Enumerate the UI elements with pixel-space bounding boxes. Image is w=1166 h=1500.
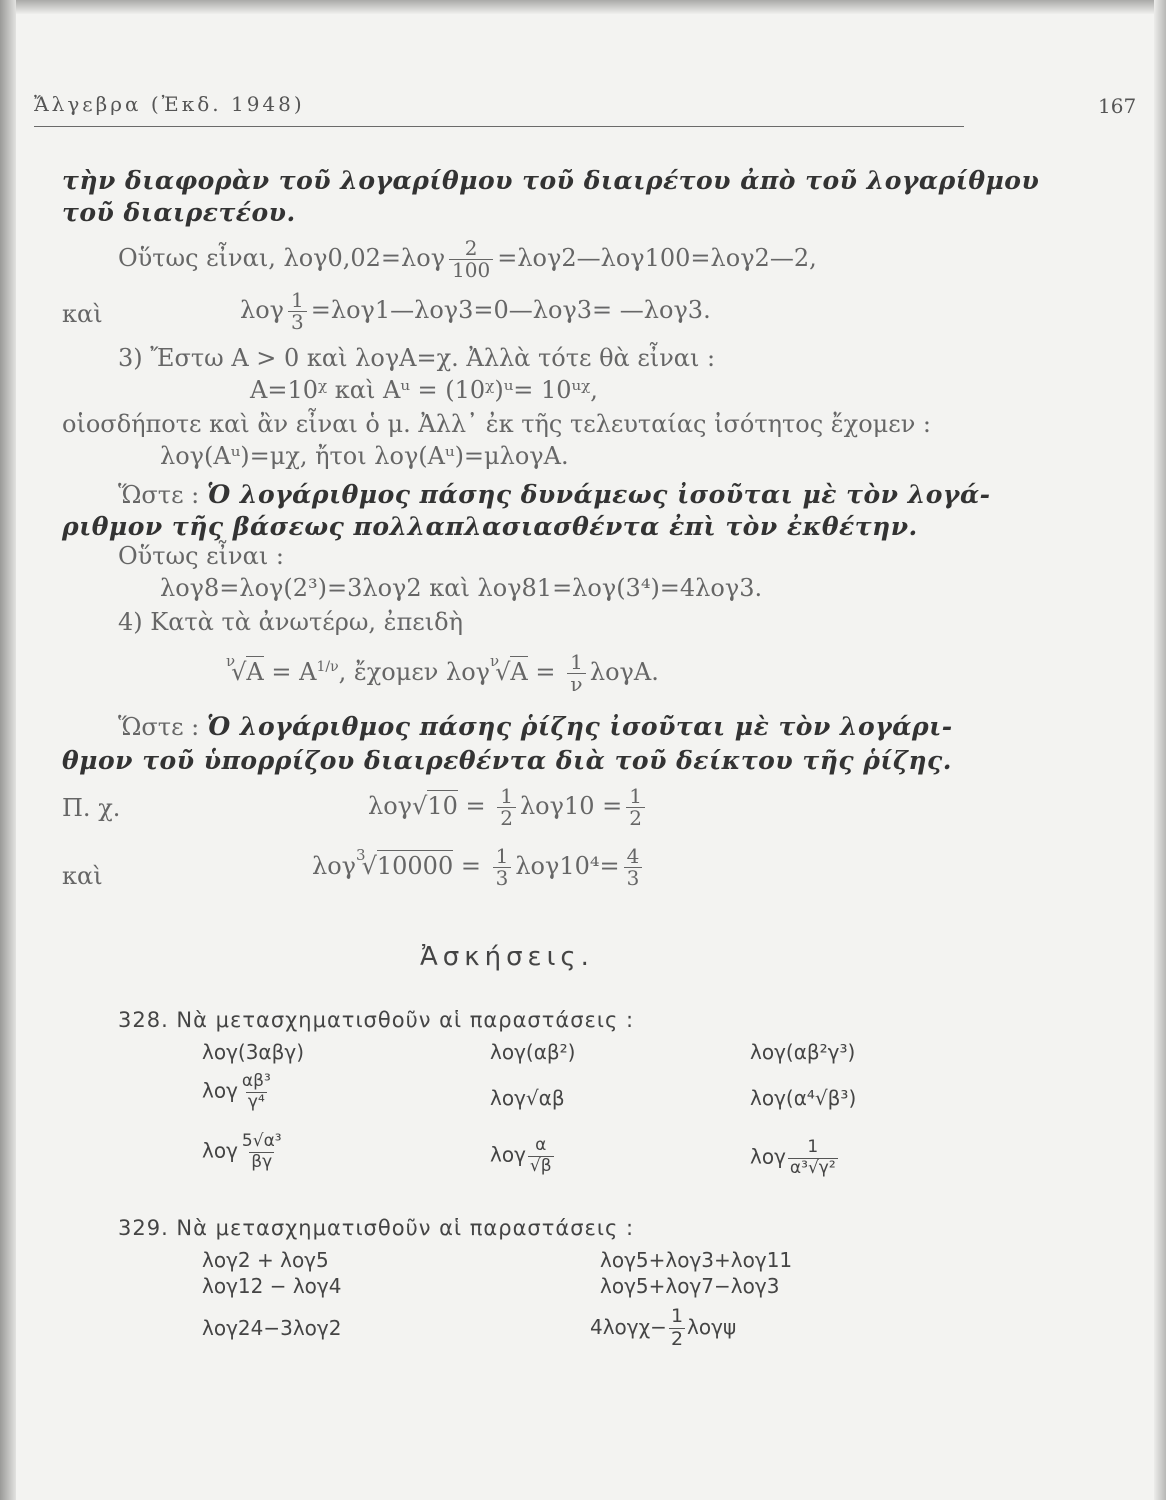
exercise-item: λογ12 − λογ4 — [202, 1274, 342, 1298]
kai-label: καὶ — [62, 300, 103, 328]
exercise-item: λογ5+λογ3+λογ11 — [600, 1248, 793, 1272]
example-equation: λογ $\frac{1}{3}$ =λογ1—λογ3=0—λογ3= —λογ3. — [240, 288, 711, 334]
exercise-item: λογ $\frac{\text{5√α³}}{\beta\gamma}$ — [202, 1131, 282, 1172]
running-header-title: Ἄλγεβρα (Ἐκδ. 1948) — [34, 92, 305, 116]
page-edge-top — [0, 0, 1166, 14]
text-line: 3) Ἔστω Α > 0 καὶ λογΑ=χ. Ἀλλὰ τότε θὰ εἶναι : — [118, 344, 716, 372]
equation: Α=10ᵡ καὶ Αᵘ = (10ᵡ)ᵘ= 10ᵘᵡ, — [250, 376, 598, 404]
text-line: τὴν διαφορὰν τοῦ λογαρίθμου τοῦ διαιρέτου ἀπὸ τοῦ λογαρίθμου — [62, 166, 1040, 195]
example-equation: λογ$^3$√10000 = $\frac{1}{3}$ λογ10⁴= $\frac{4}{3}$ — [312, 846, 646, 889]
exercise-item: λογ2 + λογ5 — [202, 1248, 329, 1272]
text-line: 4) Κατὰ τὰ ἀνωτέρω, ἐπειδὴ — [118, 608, 463, 636]
exercise-item: λογ(α⁴√β³) — [750, 1086, 857, 1110]
header-rule — [34, 126, 964, 127]
equation: λογ8=λογ(2³)=3λογ2 καὶ λογ81=λογ(3⁴)=4λογ3. — [160, 574, 763, 602]
rule-statement: θμον τοῦ ὑπορρίζου διαιρεθέντα διὰ τοῦ δείκτου τῆς ῥίζης. — [62, 746, 952, 775]
example-equation: Οὕτως εἶναι, λογ0,02=λογ $\frac{2}{100}$ =λογ2—λογ100=λογ2—2, — [118, 236, 817, 282]
page-edge-left — [0, 0, 16, 1500]
example-label: Π. χ. — [62, 794, 121, 822]
exercise-item: λογ(αβ²γ³) — [750, 1040, 856, 1064]
page-number: 167 — [1098, 94, 1137, 118]
exercises-heading: Ἀσκήσεις. — [420, 942, 594, 972]
equation: λογ(Αᵘ)=μχ, ἤτοι λογ(Αᵘ)=μλογΑ. — [160, 442, 569, 470]
exercise-item: λογ5+λογ7−λογ3 — [600, 1274, 780, 1298]
exercise-item: λογ $\frac{\text{αβ³}}{\text{γ⁴}}$ — [202, 1071, 271, 1112]
root-equation: $^\nu√A = A^{1/\nu}$, ἔχομεν λογ$^\nu$√Α = $\frac{1}{\nu}$ λογΑ. — [226, 650, 659, 696]
exercise-item: λογ24−3λογ2 — [202, 1316, 342, 1340]
text-line: οἱοσδήποτε καὶ ἂν εἶναι ὁ μ. Ἀλλ᾽ ἐκ τῆς τελευταίας ἰσότητος ἔχομεν : — [62, 410, 932, 438]
rule-statement: ριθμον τῆς βάσεως πολλαπλασιασθέντα ἐπὶ τὸν ἐκθέτην. — [62, 512, 918, 541]
exercise-328-heading: 328. Νὰ μετασχηματισθοῦν αἱ παραστάσεις : — [118, 1008, 635, 1032]
text-line: Οὕτως εἶναι : — [118, 542, 284, 570]
example-equation: λογ√10 = $\frac{1}{2}$ λογ10 = $\frac{1}{2}$ — [368, 786, 649, 829]
page-edge-right — [1154, 0, 1166, 1500]
rule-statement: Ὥστε : Ὁ λογάριθμος πάσης ῥίζης ἰσοῦται μὲ τὸν λογάρι- — [118, 712, 953, 741]
exercise-item: λογ $\frac{\alpha}{√\beta}$ — [490, 1135, 552, 1176]
rule-statement: Ὥστε : Ὁ λογάριθμος πάσης δυνάμεως ἰσοῦται μὲ τὸν λογά- — [118, 480, 991, 509]
exercise-item: λογ√αβ — [490, 1086, 565, 1110]
exercise-item: 4λογχ− $\frac{1}{2}$ λογψ — [590, 1305, 737, 1350]
text-line: τοῦ διαιρετέου. — [62, 198, 296, 227]
exercise-item: λογ(3αβγ) — [202, 1040, 305, 1064]
exercise-item: λογ $\frac{1}{\text{α³√γ²}}$ — [750, 1137, 836, 1178]
kai-label: καὶ — [62, 862, 103, 890]
exercise-329-heading: 329. Νὰ μετασχηματισθοῦν αἱ παραστάσεις : — [118, 1216, 635, 1240]
exercise-item: λογ(αβ²) — [490, 1040, 576, 1064]
